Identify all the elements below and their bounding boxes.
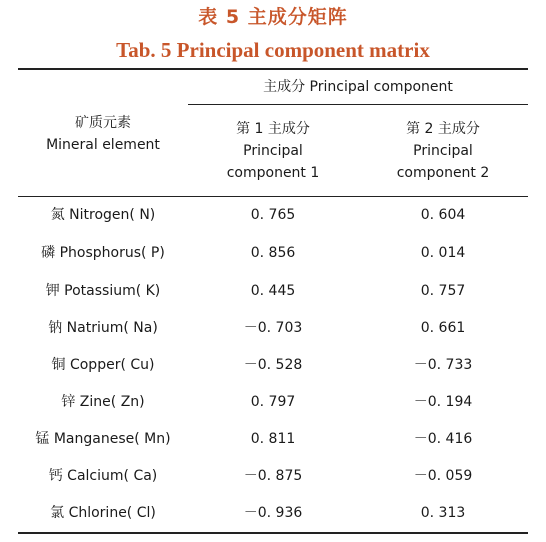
pc1-value: －0. 528 bbox=[243, 357, 303, 373]
row-header-en: Mineral element bbox=[46, 137, 160, 153]
pc1-value: 0. 811 bbox=[250, 431, 296, 447]
pc2-value: 0. 604 bbox=[420, 207, 466, 223]
pc2-value: －0. 194 bbox=[413, 394, 473, 410]
pc2-value: －0. 733 bbox=[413, 357, 473, 373]
pc1-label-cn: 第 1 主成分 bbox=[236, 121, 310, 137]
row-label: 钙 Calcium( Ca) bbox=[48, 468, 158, 484]
pc1-label-en-1: Principal bbox=[243, 143, 303, 159]
bottom-rule bbox=[18, 532, 528, 534]
pc1-value: 0. 445 bbox=[250, 283, 296, 299]
row-header-cn: 矿质元素 bbox=[75, 115, 131, 131]
pc1-label-en-2: component 1 bbox=[226, 165, 320, 181]
pc2-value: 0. 661 bbox=[420, 320, 466, 336]
pc2-value: 0. 313 bbox=[420, 505, 466, 521]
pc1-value: 0. 856 bbox=[250, 245, 296, 261]
pc2-label-cn: 第 2 主成分 bbox=[406, 121, 480, 137]
pc2-label-en-2: component 2 bbox=[396, 165, 490, 181]
pc1-value: 0. 797 bbox=[250, 394, 296, 410]
table-caption-cn: 表 5 主成分矩阵 bbox=[198, 6, 348, 28]
row-header bbox=[18, 112, 188, 156]
pc1-value: －0. 936 bbox=[243, 505, 303, 521]
row-label: 磷 Phosphorus( P) bbox=[41, 245, 165, 261]
row-label: 铜 Copper( Cu) bbox=[51, 357, 155, 373]
pc1-value: －0. 875 bbox=[243, 468, 303, 484]
top-rule bbox=[18, 68, 528, 70]
row-label: 钠 Natrium( Na) bbox=[48, 320, 158, 336]
group-rule bbox=[188, 104, 528, 105]
row-label: 锌 Zine( Zn) bbox=[61, 394, 145, 410]
header-rule bbox=[18, 196, 528, 197]
pc1-value: －0. 703 bbox=[243, 320, 303, 336]
column-header-pc1 bbox=[188, 118, 358, 184]
pc2-label-en-1: Principal bbox=[413, 143, 473, 159]
pc2-value: 0. 757 bbox=[420, 283, 466, 299]
pc2-value: －0. 059 bbox=[413, 468, 473, 484]
column-group-header: 主成分 Principal component bbox=[263, 79, 453, 95]
row-label: 钾 Potassium( K) bbox=[45, 283, 161, 299]
pc2-value: 0. 014 bbox=[420, 245, 466, 261]
pc1-value: 0. 765 bbox=[250, 207, 296, 223]
row-label: 氮 Nitrogen( N) bbox=[50, 207, 156, 223]
column-header-pc2 bbox=[358, 118, 528, 184]
row-label: 锰 Manganese( Mn) bbox=[35, 431, 171, 447]
row-label: 氯 Chlorine( Cl) bbox=[50, 505, 156, 521]
pc2-value: －0. 416 bbox=[413, 431, 473, 447]
table-caption-en: Tab. 5 Principal component matrix bbox=[116, 38, 430, 62]
